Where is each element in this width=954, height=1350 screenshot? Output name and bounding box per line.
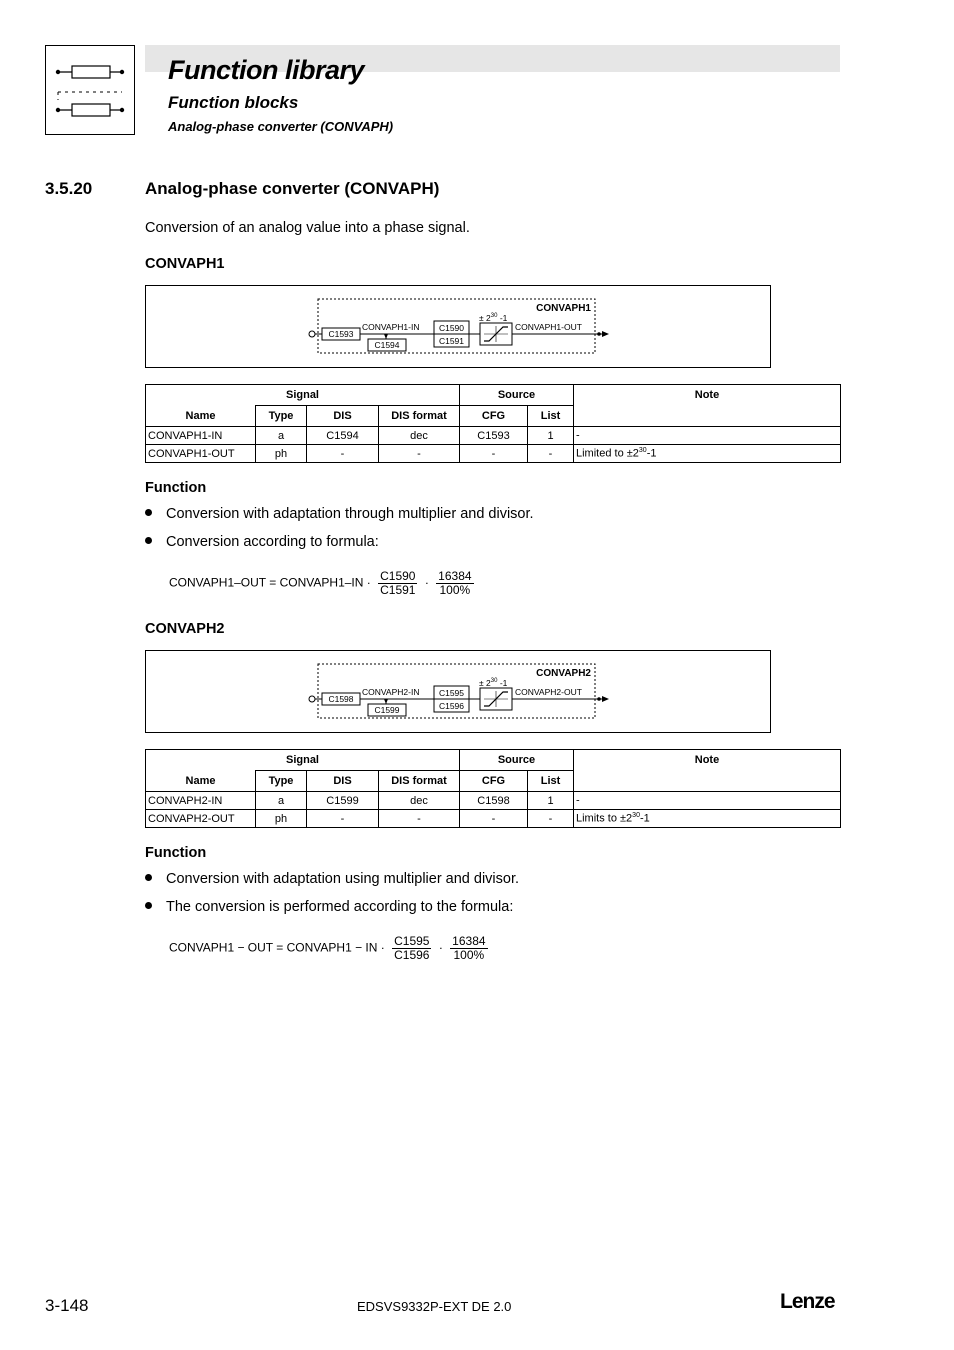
cell-dis: - [307, 810, 379, 828]
cell-dis: C1599 [307, 792, 379, 810]
col-note [574, 771, 841, 792]
cell-list: 1 [528, 792, 574, 810]
table-row [146, 427, 841, 445]
diagram-dis-code: C1599 [374, 705, 400, 715]
table-row [146, 810, 841, 828]
cell-list: - [528, 810, 574, 828]
diagram-dis-code: C1594 [374, 340, 400, 350]
block-diagram-convaph2 [145, 650, 771, 733]
formula-convaph1: CONVAPH1–OUT = CONVAPH1–IN · $\frac{C1590}{C1591}$ · $\frac{16384}{100\%}$ [169, 569, 472, 597]
cell-list: - [528, 445, 574, 463]
col-dis-format: DIS format [379, 406, 460, 427]
block-title-convaph2: CONVAPH2 [145, 621, 225, 637]
function-heading-convaph1: Function [145, 480, 207, 496]
col-type: Type [256, 406, 307, 427]
group-source: Source [460, 385, 574, 406]
bullet-icon [145, 537, 152, 544]
document-id: EDSVS9332P-EXT DE 2.0 [357, 1299, 512, 1314]
diagram-in-code: C1593 [328, 329, 354, 339]
signal-table-convaph2 [145, 749, 841, 828]
col-cfg: CFG [460, 406, 528, 427]
diagram-div-code: C1596 [438, 701, 465, 711]
cell-dis-format: dec [379, 427, 460, 445]
bullet-item: Conversion with adaptation through multiplier and divisor. [145, 506, 534, 522]
page-subsubtitle: Analog-phase converter (CONVAPH) [168, 119, 394, 134]
function-heading-convaph2: Function [145, 845, 207, 861]
diagram-in-code: C1598 [328, 694, 354, 704]
formula-convaph2: CONVAPH1 − OUT = CONVAPH1 − IN · $\frac{C1595}{C1596}$ · $\frac{16384}{100\%}$ [169, 934, 486, 962]
cell-cfg: C1598 [460, 792, 528, 810]
bullet-item: Conversion according to formula: [145, 534, 379, 550]
col-note [574, 406, 841, 427]
cell-name: CONVAPH2-OUT [146, 810, 256, 828]
cell-note: - [574, 792, 841, 810]
col-cfg: CFG [460, 771, 528, 792]
bullet-item: The conversion is performed according to the formula: [145, 899, 513, 915]
bullet-icon [145, 902, 152, 909]
diagram-in-label: CONVAPH2-IN [362, 687, 420, 697]
signal-table-convaph1 [145, 384, 841, 463]
diagram-out-label: CONVAPH2-OUT [515, 687, 582, 697]
cell-cfg: - [460, 445, 528, 463]
group-source: Source [460, 750, 574, 771]
col-dis: DIS [307, 771, 379, 792]
cell-type: ph [256, 810, 307, 828]
cell-type: ph [256, 445, 307, 463]
cell-dis-format: - [379, 445, 460, 463]
table-row [146, 445, 841, 463]
section-title: Analog-phase converter (CONVAPH) [145, 179, 440, 198]
bullet-icon [145, 874, 152, 881]
cell-name: CONVAPH1-IN [146, 427, 256, 445]
col-list: List [528, 771, 574, 792]
diagram-mult-code: C1595 [438, 688, 465, 698]
diagram-div-code: C1591 [438, 336, 465, 346]
cell-note: - [574, 427, 841, 445]
col-dis: DIS [307, 406, 379, 427]
cell-name: CONVAPH2-IN [146, 792, 256, 810]
cell-dis: - [307, 445, 379, 463]
table-row [146, 792, 841, 810]
cell-list: 1 [528, 427, 574, 445]
col-name: Name [146, 771, 256, 792]
group-signal: Signal [146, 750, 460, 771]
block-diagram-convaph1 [145, 285, 771, 368]
col-type: Type [256, 771, 307, 792]
cell-type: a [256, 427, 307, 445]
function-library-icon [45, 45, 135, 135]
diagram-mult-code: C1590 [438, 323, 465, 333]
group-note: Note [574, 385, 841, 406]
page-number: 3-148 [45, 1296, 89, 1315]
col-dis-format: DIS format [379, 771, 460, 792]
cell-name: CONVAPH1-OUT [146, 445, 256, 463]
section-number: 3.5.20 [45, 179, 93, 198]
diagram-block-name: CONVAPH1 [536, 303, 591, 314]
diagram-limit: ± $2^{30}$ -1 [479, 313, 508, 323]
cell-cfg: C1593 [460, 427, 528, 445]
lenze-logo: Lenze [780, 1290, 835, 1313]
section-intro: Conversion of an analog value into a phase signal. [145, 220, 470, 236]
col-name: Name [146, 406, 256, 427]
cell-type: a [256, 792, 307, 810]
page-title: Function library [168, 55, 365, 85]
cell-dis-format: dec [379, 792, 460, 810]
group-signal: Signal [146, 385, 460, 406]
bullet-item: Conversion with adaptation using multiplier and divisor. [145, 871, 519, 887]
diagram-in-label: CONVAPH1-IN [362, 322, 420, 332]
bullet-icon [145, 509, 152, 516]
cell-dis-format: - [379, 810, 460, 828]
diagram-block-name: CONVAPH2 [536, 668, 591, 679]
diagram-out-label: CONVAPH1-OUT [515, 322, 582, 332]
page-subtitle: Function blocks [168, 93, 299, 112]
block-title-convaph1: CONVAPH1 [145, 256, 225, 272]
cell-dis: C1594 [307, 427, 379, 445]
cell-note: Limits to $\pm 2^{30}-1$ [574, 810, 841, 828]
col-list: List [528, 406, 574, 427]
cell-note: Limited to $\pm 2^{30}-1$ [574, 445, 841, 463]
diagram-limit: ± $2^{30}$ -1 [479, 678, 508, 688]
group-note: Note [574, 750, 841, 771]
cell-cfg: - [460, 810, 528, 828]
